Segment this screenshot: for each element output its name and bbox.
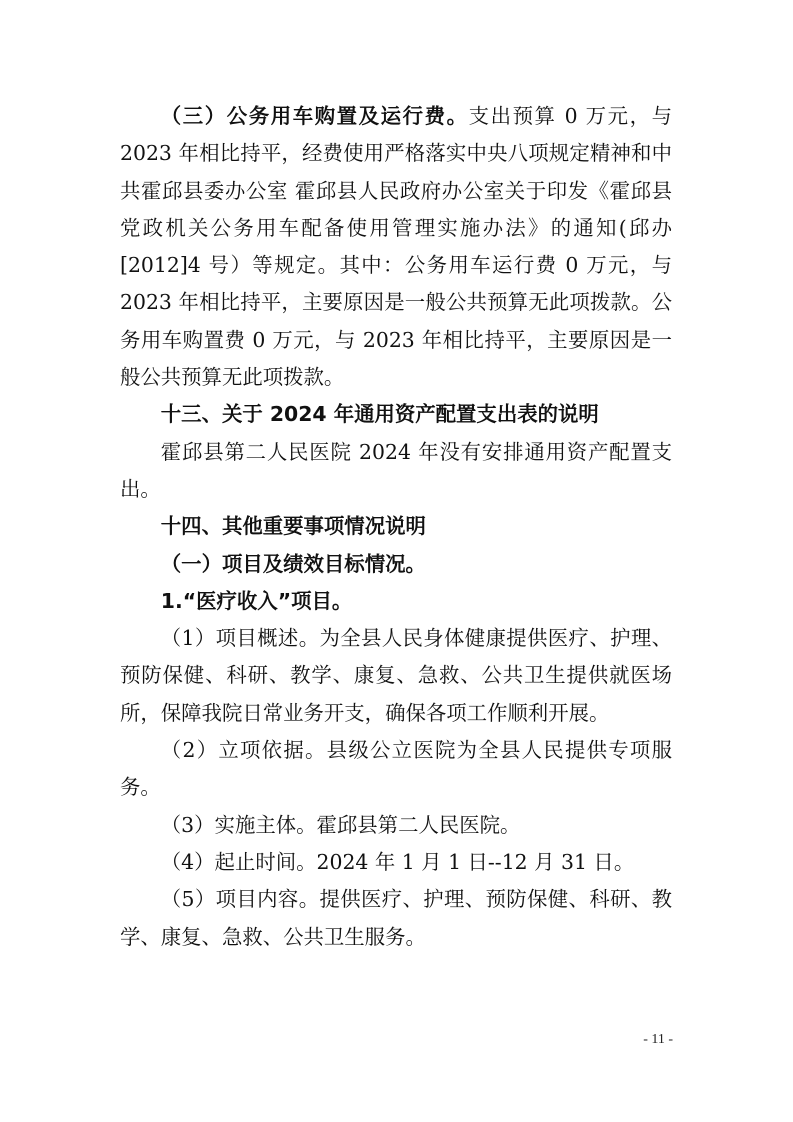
page-content — [120, 98, 672, 956]
item-basis: （2）立项依据。县级公立医院为全县人民提供专项服务。 — [120, 738, 672, 800]
subheading-vehicle-expense: （三）公务用车购置及运行费。 — [160, 104, 469, 128]
section-heading-13: 十三、关于 2024 年通用资产配置支出表的说明 — [160, 402, 599, 427]
paragraph-vehicle-expense — [120, 98, 672, 396]
item-subject: （3）实施主体。霍邱县第二人民医院。 — [160, 812, 521, 837]
subheading-medical-income: 1.“医疗收入”项目。 — [160, 588, 353, 613]
subheading-project-goals: （一）项目及绩效目标情况。 — [160, 551, 426, 576]
paragraph-asset-allocation: 霍邱县第二人民医院 2024 年没有安排通用资产配置支出。 — [120, 439, 672, 501]
item-period: （4）起止时间。2024 年 1 月 1 日--12 月 31 日。 — [160, 849, 635, 874]
section-heading-14: 十四、其他重要事项情况说明 — [160, 514, 426, 539]
item-content: （5）项目内容。提供医疗、护理、预防保健、科研、教学、康复、急救、公共卫生服务。 — [120, 887, 672, 949]
vehicle-expense-text: 支出预算 0 万元，与 2023 年相比持平，经费使用严格落实中央八项规定精神和中共霍邱县委办公室 霍邱县人民政府办公室关于印发《霍邱县党政机关公务用车配备使用管理实施办法》的通知(邱办[2012]4 号）等规定。其中：公务用车运行费 0 万元，与 2023 年相比持平，主要原因是一般公共预算无此项拨款。公务用车购置费 0 万元，与 2023 年相比持平，主要原因是一般公共预算无此项拨款。 — [120, 104, 673, 390]
page-number: - 11 - — [643, 1032, 673, 1047]
item-overview: （1）项目概述。为全县人民身体健康提供医疗、护理、预防保健、科研、教学、康复、急救、公共卫生提供就医场所，保障我院日常业务开支，确保各项工作顺利开展。 — [120, 626, 672, 725]
